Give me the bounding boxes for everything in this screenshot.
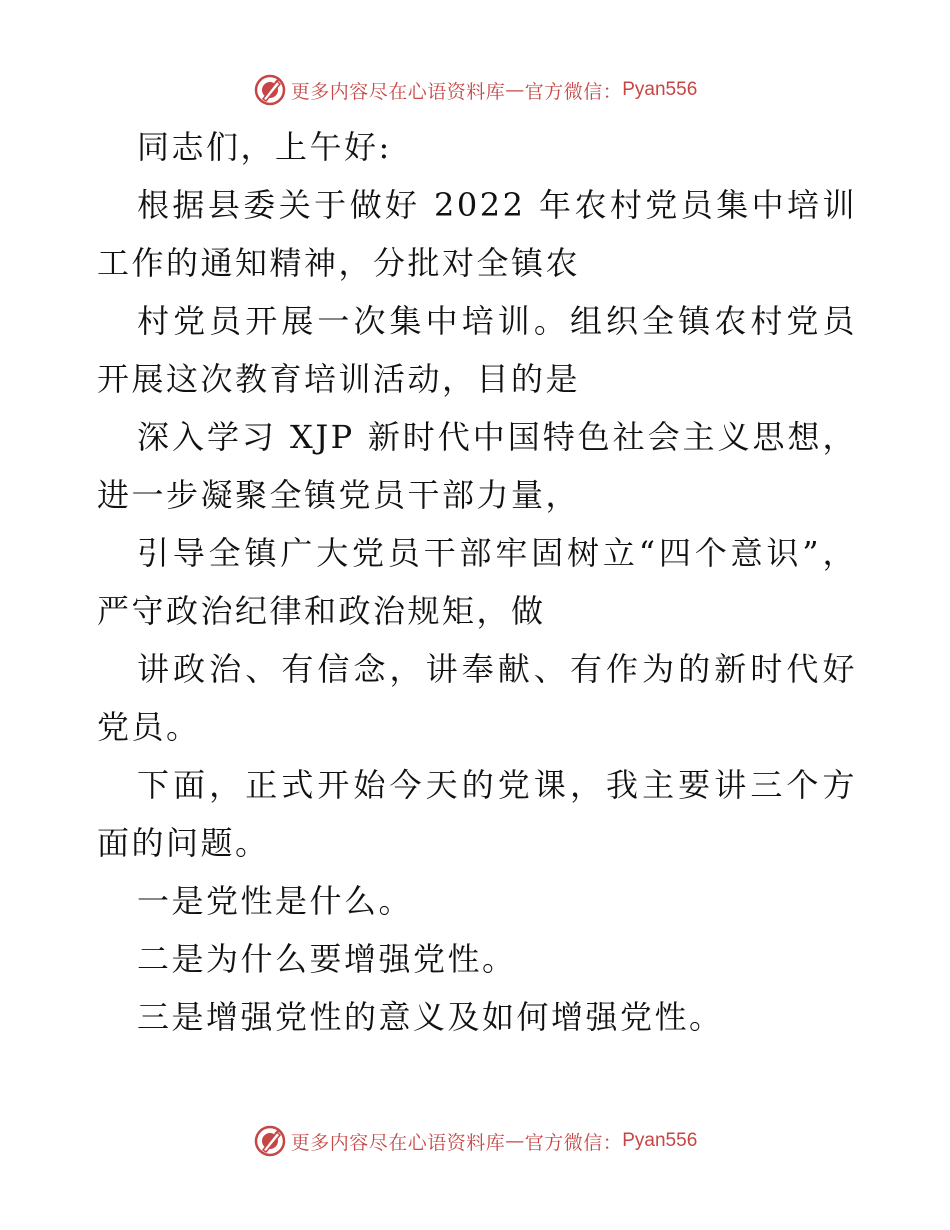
header-wechat-id: Pyan556 xyxy=(622,79,698,100)
quill-logo-icon xyxy=(253,1124,287,1158)
header-banner xyxy=(0,70,950,110)
paragraph: 下面，正式开始今天的党课，我主要讲三个方面的问题。 xyxy=(97,766,857,862)
footer-text: 更多内容尽在心语资料库 xyxy=(290,1131,506,1154)
list-item-point-3: 三是增强党性的意义及如何增强党性。 xyxy=(137,998,724,1036)
list-item-point-2: 二是为什么要增强党性。 xyxy=(137,940,517,978)
footer-dash: — xyxy=(505,1130,525,1152)
paragraph: 根据县委关于做好 2022 年农村党员集中培训工作的通知精神，分批对全镇农 xyxy=(97,186,857,282)
footer-label: 官方微信： xyxy=(524,1131,623,1154)
list-item-point-1: 一是党性是什么。 xyxy=(137,882,414,920)
quill-logo-icon xyxy=(253,73,287,107)
header-dash: — xyxy=(505,79,525,101)
document-body xyxy=(97,118,857,1046)
paragraph-greeting: 同志们，上午好: xyxy=(137,128,392,166)
paragraph: 村党员开展一次集中培训。组织全镇农村党员开展这次教育培训活动，目的是 xyxy=(97,302,857,398)
paragraph: 引导全镇广大党员干部牢固树立“四个意识”，严守政治纪律和政治规矩，做 xyxy=(97,534,857,630)
paragraph: 深入学习 XJP 新时代中国特色社会主义思想，进一步凝聚全镇党员干部力量， xyxy=(97,418,857,514)
footer-wechat-id: Pyan556 xyxy=(622,1130,698,1151)
paragraph: 讲政治、有信念，讲奉献、有作为的新时代好党员。 xyxy=(97,650,857,746)
footer-banner xyxy=(0,1121,950,1161)
header-text: 更多内容尽在心语资料库 xyxy=(290,80,506,103)
header-label: 官方微信： xyxy=(524,80,623,103)
